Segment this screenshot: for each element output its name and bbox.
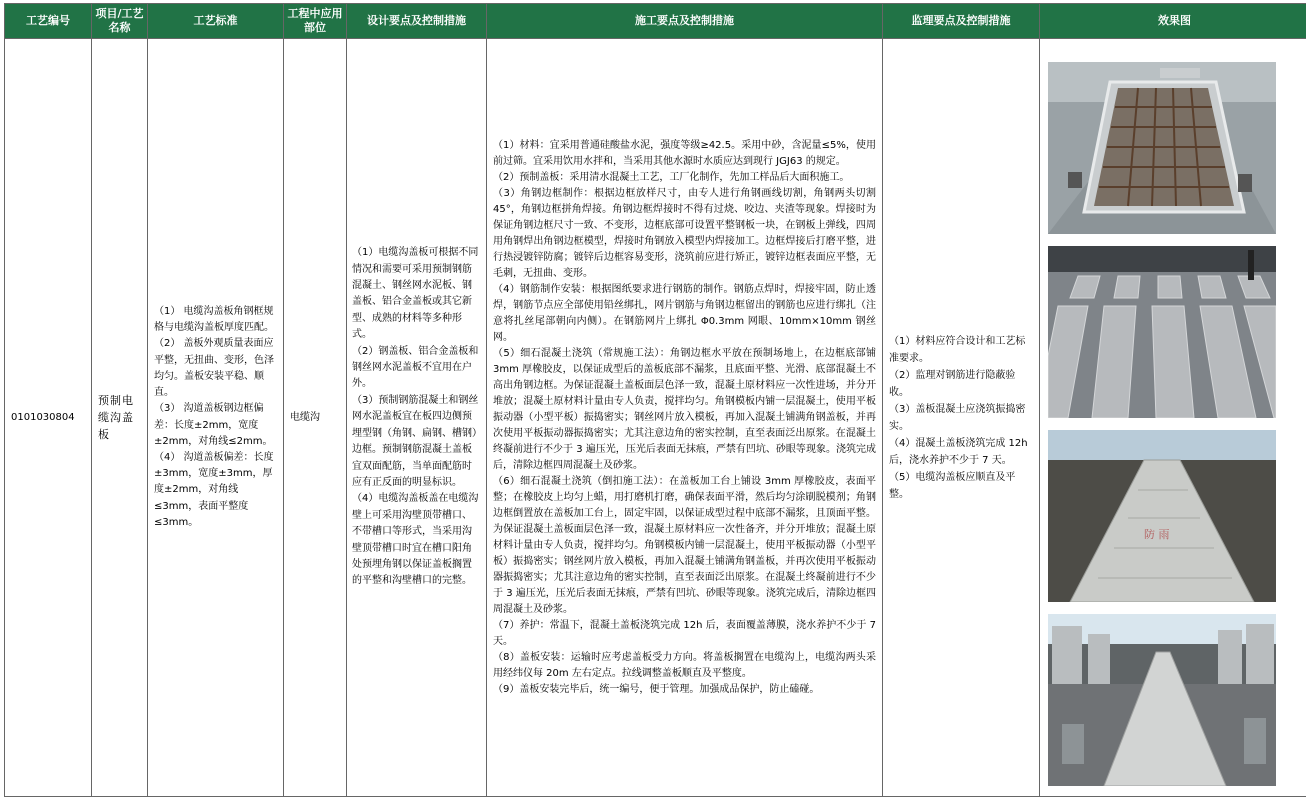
construction-item: （5）细石混凝土浇筑（常规施工法）：角钢边框水平放在预制场地上，在边框底部铺 3mm 厚橡胶皮，以保证成型后的盖板底部不漏浆，且底面平整、光滑、底部混凝土不高出角钢边框。为保证混凝土盖板面层色泽一致，混凝土原材料应一次性进场，并分开堆放；混凝土原材料计量由专人负责，搅拌均匀。角钢模板内铺一层混凝土，使用平板振动器（小型平板）振捣密实；钢丝网片放入模板，再加入混凝土铺满角钢盖板，并再次使用平板振动器振捣密实；尤其注意边角的密实控制，直至表面泛出原浆。在混凝土终凝前进行不少于 3 遍压光，压光后表面无抹痕，严禁有凹坑、砂眼等现象。浇筑完成后，清除边框四周混凝土及砂浆。 — [493, 347, 876, 471]
header-standard: 工艺标准 — [148, 4, 284, 39]
construction-item: （9）盖板安装完毕后，统一编号，便于管理。加强成品保护，防止磕碰。 — [493, 683, 820, 695]
standard-item: （2） 盖板外观质量表面应平整，无扭曲、变形，色泽均匀。盖板安装平稳、顺直。 — [154, 338, 274, 399]
header-supervision: 监理要点及控制措施 — [883, 4, 1040, 39]
construction-item: （4）钢筋制作安装：根据图纸要求进行钢筋的制作。钢筋点焊时，焊接牢固，防止透焊，钢筋节点应全部使用铅丝绑扎，网片钢筋与角钢边框留出的钢筋也应进行绑扎（注意将扎丝尾部朝向内侧）。在钢筋网片上绑扎 Φ0.3mm 网眼、10mm×10mm 钢丝网。 — [493, 283, 876, 343]
construction-item: （3）角钢边框制作：根据边框放样尺寸，由专人进行角钢画线切割，角钢两头切割 45°，角钢边框拼角焊接。角钢边框焊接时不得有过烧、咬边、夹渣等现象。焊接时为保证角钢边框尺寸一致、不变形，边框底部可设置平整钢板一块，在钢板上弹线，四周用角钢焊出角钢边框模型，焊接时角钢放入模型内焊接加工。边框焊接后打磨平整，进行热浸镀锌防腐；镀锌后边框容易变形，浇筑前应进行矫正，镀锌边框表面应平整，无毛刺，无扭曲、变形。 — [493, 187, 876, 279]
process-spec-table — [4, 3, 1306, 797]
header-effect: 效果图 — [1040, 4, 1306, 39]
supervision-item: （1）材料应符合设计和工艺标准要求。 — [889, 335, 1026, 364]
construction-item: （2）预制盖板：采用清水混凝土工艺，工厂化制作，先加工样品后大面积施工。 — [493, 171, 850, 183]
standard-item: （1） 电缆沟盖板角钢框规格与电缆沟盖板厚度匹配。 — [154, 306, 274, 334]
header-name: 项目/工艺名称 — [92, 4, 148, 39]
header-location: 工程中应用部位 — [284, 4, 347, 39]
design-item: （4）电缆沟盖板盖在电缆沟壁上可采用沟壁顶带槽口、不带槽口等形式，当采用沟壁顶带槽口时宜在槽口阳角处预埋角钢以保证盖板搁置的平整和沟壁槽口的完整。 — [352, 493, 479, 587]
header-design: 设计要点及控制措施 — [347, 4, 487, 39]
design-item: （1）电缆沟盖板可根据不同情况和需要可采用预制钢筋混凝土、钢丝网水泥板、钢盖板、铝合金盖板或其它新型、成熟的材料等多种形式。 — [352, 247, 479, 341]
design-item: （3）预制钢筋混凝土和钢丝网水泥盖板宜在板四边侧预埋型钢（角钢、扁钢、槽钢）边框。预制钢筋混凝土盖板宜双面配筋，当单面配筋时应有正反面的明显标识。 — [352, 394, 479, 488]
location: 电缆沟 — [290, 411, 320, 423]
effect-photo-precast-slabs — [1048, 246, 1276, 418]
table-row — [5, 39, 1306, 797]
location-cell — [284, 39, 347, 797]
design-item: （2）钢盖板、铝合金盖板和钢丝网水泥盖板不宜用在户外。 — [352, 345, 479, 390]
construction-item: （6）细石混凝土浇筑（倒扣施工法）：在盖板加工台上铺设 3mm 厚橡胶皮，表面平整；在橡胶皮上均匀上蜡，用打磨机打磨，确保表面平滑，然后均匀涂刷脱模剂；角钢边框倒置放在盖板加工台上，固定牢固，以保证成型过程中底部不漏浆，且顶面平整。为保证混凝土盖板面层色泽一致，混凝土原材料应一次性备齐，并分开堆放；混凝土原材料计量由专人负责，搅拌均匀。角钢模板内铺一层混凝土，使用平板振动器（小型平板）振捣密实；钢丝网片放入模板，再加入混凝土铺满角钢盖板，并再次使用平板振动器振捣密实；尤其注意边角的密实控制，直至表面泛出原浆。在混凝土终凝前进行不少于 3 遍压光，压光后表面无抹痕，严禁有凹坑、砂眼等现象。浇筑完成后，清除边框四周混凝土及砂浆。 — [493, 475, 876, 615]
supervision-cell — [883, 39, 1040, 797]
process-name: 预制电缆沟盖板 — [98, 394, 134, 441]
construction-item: （1）材料：宜采用普通硅酸盐水泥，强度等级≥42.5。采用中砂，含泥量≤5%，使用前过筛。宜采用饮用水拌和，当采用其他水源时水质应达到现行 JGJ63 的规定。 — [493, 139, 876, 167]
standard-cell — [148, 39, 284, 797]
design-cell — [347, 39, 487, 797]
standard-item: （4） 沟道盖板偏差：长度±3mm，宽度±3mm，厚度±2mm，对角线 ≤3mm，表面平整度≤3mm。 — [154, 451, 274, 528]
standard-item: （3） 沟道盖板钢边框偏差：长度±2mm，宽度±2mm，对角线≤2mm。 — [154, 403, 273, 447]
effect-photo-installed-cover — [1048, 430, 1276, 602]
header-construction: 施工要点及控制措施 — [487, 4, 883, 39]
effect-photo-substation-walkway — [1048, 614, 1276, 786]
photo-cover-stamp: 防 雨 — [1144, 527, 1170, 541]
effect-photo-rebar-frame — [1048, 62, 1276, 234]
construction-cell — [487, 39, 883, 797]
supervision-item: （3）盖板混凝土应浇筑振捣密实。 — [889, 403, 1026, 432]
effect-images-cell — [1040, 39, 1306, 797]
supervision-item: （4）混凝土盖板浇筑完成 12h 后，浇水养护不少于 7 天。 — [889, 437, 1028, 466]
header-code: 工艺编号 — [5, 4, 92, 39]
construction-item: （7）养护：常温下，混凝土盖板浇筑完成 12h 后，表面覆盖薄膜，浇水养护不少于 7 天。 — [493, 619, 876, 647]
supervision-item: （2）监理对钢筋进行隐蔽验收。 — [889, 369, 1016, 398]
construction-item: （8）盖板安装：运输时应考虑盖板受力方向。将盖板搁置在电缆沟上，电缆沟两头采用经纬仪每 20m 左右定点。拉线调整盖板顺直及平整度。 — [493, 651, 876, 679]
process-code: 0101030804 — [11, 411, 75, 423]
process-name-cell — [92, 39, 148, 797]
header-row — [5, 4, 1306, 39]
supervision-item: （5）电缆沟盖板应顺直及平整。 — [889, 471, 1016, 500]
process-code-cell — [5, 39, 92, 797]
